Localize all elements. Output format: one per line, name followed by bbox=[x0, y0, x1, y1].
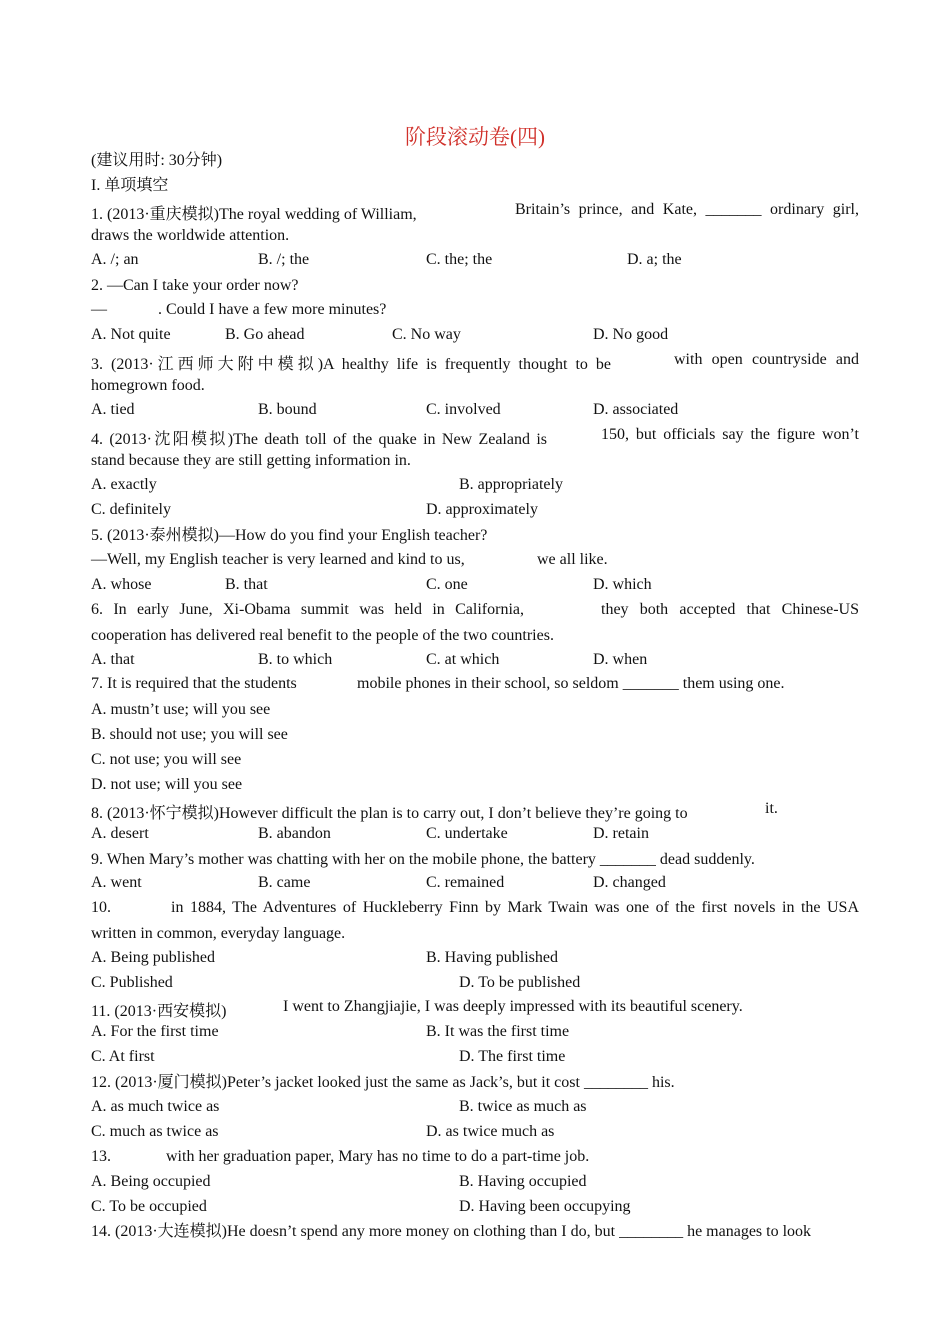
q9-option-d: D. changed bbox=[593, 874, 666, 891]
q5-text-b: —Well, my English teacher is very learned and kind to us, bbox=[91, 551, 465, 568]
q6-option-a: A. that bbox=[91, 651, 135, 668]
q1-text-b: Britain’s prince, and Kate, _______ ordinary girl, bbox=[515, 201, 859, 218]
q4-text-a bbox=[91, 426, 547, 449]
q11-text-b: I went to Zhangjiajie, I was deeply impressed with its beautiful scenery. bbox=[283, 998, 743, 1015]
q10-option-b: B. Having published bbox=[426, 949, 558, 966]
q6-text-c: cooperation has delivered real benefit to the people of the two countries. bbox=[91, 627, 554, 644]
q13-text-b: with her graduation paper, Mary has no time to do a part-time job. bbox=[166, 1148, 590, 1165]
q7-option-a: A. mustn’t use; will you see bbox=[91, 701, 271, 718]
q11-option-d: D. The first time bbox=[459, 1048, 566, 1065]
q6-option-d: D. when bbox=[593, 651, 648, 668]
q2-dash: — bbox=[91, 301, 107, 318]
q3-text-a-inner: 3. (2013·江西师大附中模拟)A healthy life is frequently thought to be bbox=[91, 356, 611, 373]
q5-text-c: we all like. bbox=[537, 551, 608, 568]
q8-option-b: B. abandon bbox=[258, 825, 331, 842]
q2-option-a: A. Not quite bbox=[91, 326, 171, 343]
q10-option-c: C. Published bbox=[91, 974, 173, 991]
q8-option-d: D. retain bbox=[593, 825, 649, 842]
q10-option-d: D. To be published bbox=[459, 974, 581, 991]
q6-text-b: they both accepted that Chinese-US bbox=[601, 601, 859, 618]
q7-text-a: 7. It is required that the students bbox=[91, 675, 297, 692]
q1-option-c: C. the; the bbox=[426, 251, 493, 268]
q1-option-d: D. a; the bbox=[627, 251, 682, 268]
q1-option-b: B. /; the bbox=[258, 251, 310, 268]
q6-text-a bbox=[91, 601, 524, 619]
q11-text-a: 11. (2013·西安模拟) bbox=[91, 1003, 227, 1020]
q3-text-c: homegrown food. bbox=[91, 377, 205, 394]
q5-text-a: 5. (2013·泰州模拟)—How do you find your English teacher? bbox=[91, 527, 488, 544]
q5-option-a: A. whose bbox=[91, 576, 152, 593]
q13-option-b: B. Having occupied bbox=[459, 1173, 587, 1190]
q6-option-b: B. to which bbox=[258, 651, 333, 668]
q12-text: 12. (2013·厦门模拟)Peter’s jacket looked just the same as Jack’s, but it cost ________ his. bbox=[91, 1074, 675, 1091]
q6-option-c: C. at which bbox=[426, 651, 500, 668]
page-title: 阶段滚动卷(四) bbox=[405, 125, 545, 149]
q6-text-a-inner: 6. In early June, Xi-Obama summit was held in California, bbox=[91, 601, 524, 618]
q3-option-a: A. tied bbox=[91, 401, 135, 418]
q3-text-b: with open countryside and bbox=[674, 351, 859, 368]
q9-option-a: A. went bbox=[91, 874, 142, 891]
q5-option-c: C. one bbox=[426, 576, 468, 593]
q1-text-a: 1. (2013·重庆模拟)The royal wedding of William, bbox=[91, 206, 417, 223]
q5-option-d: D. which bbox=[593, 576, 652, 593]
q9-option-c: C. remained bbox=[426, 874, 505, 891]
q7-option-d: D. not use; will you see bbox=[91, 776, 243, 793]
q13-option-a: A. Being occupied bbox=[91, 1173, 211, 1190]
q10-text-b: in 1884, The Adventures of Huckleberry Finn by Mark Twain was one of the first novels in the USA bbox=[171, 899, 859, 916]
q14-text: 14. (2013·大连模拟)He doesn’t spend any more money on clothing than I do, but ________ he manages to look bbox=[91, 1223, 812, 1240]
q4-option-a: A. exactly bbox=[91, 476, 157, 493]
q11-option-a: A. For the first time bbox=[91, 1023, 219, 1040]
q1-option-a: A. /; an bbox=[91, 251, 139, 268]
q13-option-d: D. Having been occupying bbox=[459, 1198, 631, 1215]
q9-text: 9. When Mary’s mother was chatting with her on the mobile phone, the battery _______ dead suddenly. bbox=[91, 851, 755, 868]
q8-text-a: 8. (2013·怀宁模拟)However difficult the plan is to carry out, I don’t believe they’re going to bbox=[91, 805, 688, 822]
q2-text-a: 2. —Can I take your order now? bbox=[91, 277, 299, 294]
q2-text-c: . Could I have a few more minutes? bbox=[158, 301, 387, 318]
q4-option-c: C. definitely bbox=[91, 501, 171, 518]
q11-option-b: B. It was the first time bbox=[426, 1023, 570, 1040]
q13-option-c: C. To be occupied bbox=[91, 1198, 207, 1215]
q7-text-b: mobile phones in their school, so seldom _______ them using one. bbox=[357, 675, 785, 692]
q1-text-c: draws the worldwide attention. bbox=[91, 227, 290, 244]
q10-text-c: written in common, everyday language. bbox=[91, 925, 346, 942]
q7-option-b: B. should not use; you will see bbox=[91, 726, 288, 743]
q9-option-b: B. came bbox=[258, 874, 311, 891]
q3-text-a bbox=[91, 351, 611, 374]
q4-text-a-inner: 4. (2013·沈阳模拟)The death toll of the quake in New Zealand is bbox=[91, 431, 547, 448]
q4-text-b: 150, but officials say the figure won’t bbox=[601, 426, 859, 443]
q4-option-d: D. approximately bbox=[426, 501, 538, 518]
q8-option-c: C. undertake bbox=[426, 825, 508, 842]
q8-option-a: A. desert bbox=[91, 825, 149, 842]
q4-text-c: stand because they are still getting information in. bbox=[91, 452, 411, 469]
q12-option-c: C. much as twice as bbox=[91, 1123, 219, 1140]
q3-option-b: B. bound bbox=[258, 401, 317, 418]
q11-option-c: C. At first bbox=[91, 1048, 155, 1065]
q10-number: 10. bbox=[91, 899, 111, 916]
q2-option-b: B. Go ahead bbox=[225, 326, 305, 343]
q10-option-a: A. Being published bbox=[91, 949, 215, 966]
q2-option-c: C. No way bbox=[392, 326, 461, 343]
q12-option-b: B. twice as much as bbox=[459, 1098, 587, 1115]
q3-option-d: D. associated bbox=[593, 401, 679, 418]
q12-option-d: D. as twice much as bbox=[426, 1123, 555, 1140]
q5-option-b: B. that bbox=[225, 576, 268, 593]
q12-option-a: A. as much twice as bbox=[91, 1098, 220, 1115]
time-note: (建议用时: 30分钟) bbox=[91, 152, 223, 169]
q3-option-c: C. involved bbox=[426, 401, 501, 418]
q4-option-b: B. appropriately bbox=[459, 476, 563, 493]
q13-number: 13. bbox=[91, 1148, 111, 1165]
q7-option-c: C. not use; you will see bbox=[91, 751, 242, 768]
section-heading: I. 单项填空 bbox=[91, 177, 169, 194]
q8-text-b: it. bbox=[765, 800, 778, 817]
q2-option-d: D. No good bbox=[593, 326, 669, 343]
